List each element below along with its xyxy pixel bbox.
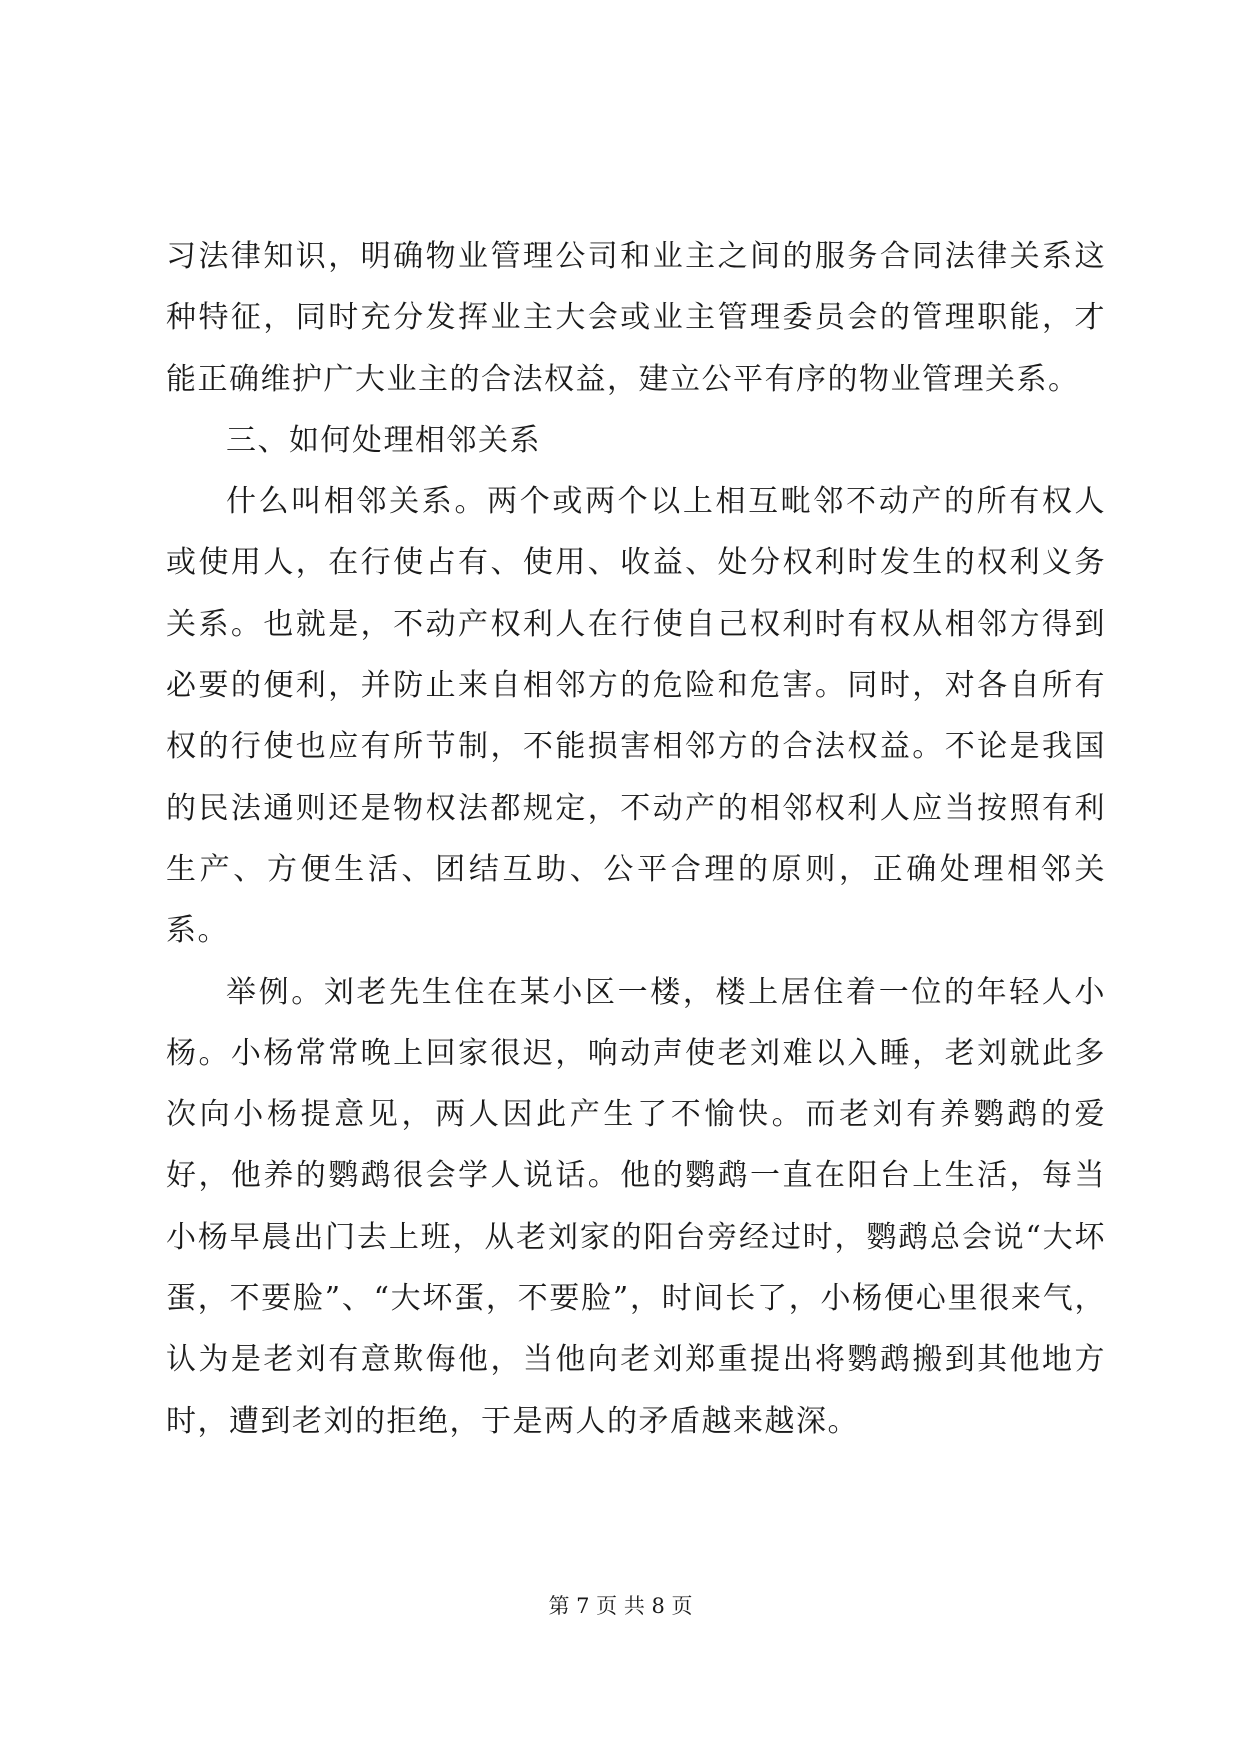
paragraph-continuation: 习法律知识，明确物业管理公司和业主之间的服务合同法律关系这种特征，同时充分发挥业主大会或业主管理委员会的管理职能，才能正确维护广大业主的合法权益，建立公平有序的物业管理关系。 (166, 239, 1106, 397)
paragraph-example: 举例。刘老先生住在某小区一楼，楼上居住着一位的年轻人小杨。小杨常常晚上回家很迟，响动声使老刘难以入睡，老刘就此多次向小杨提意见，两人因此产生了不愉快。而老刘有养鹦鹉的爱好，他养的鹦鹉很会学人说话。他的鹦鹉一直在阳台上生活，每当小杨早晨出门去上班，从老刘家的阳台旁经过时，鹦鹉总会说“大坏蛋，不要脸”、“大坏蛋，不要脸”，时间长了，小杨便心里很来气，认为是老刘有意欺侮他，当他向老刘郑重提出将鹦鹉搬到其他地方时，遭到老刘的拒绝，于是两人的矛盾越来越深。 (166, 974, 1106, 1439)
page-number-footer: 第 7 页 共 8 页 (548, 1594, 693, 1618)
paragraph-definition: 什么叫相邻关系。两个或两个以上相互毗邻不动产的所有权人或使用人，在行使占有、使用、收益、处分权利时发生的权利义务关系。也就是，不动产权利人在行使自己权利时有权从相邻方得到必要的便利，并防止来自相邻方的危险和危害。同时，对各自所有权的行使也应有所节制，不能损害相邻方的合法权益。不论是我国的民法通则还是物权法都规定，不动产的相邻权利人应当按照有利生产、方便生活、团结互助、公平合理的原则，正确处理相邻关系。 (166, 484, 1106, 949)
section-heading: 三、如何处理相邻关系 (226, 422, 541, 458)
document-body (166, 226, 1106, 1452)
